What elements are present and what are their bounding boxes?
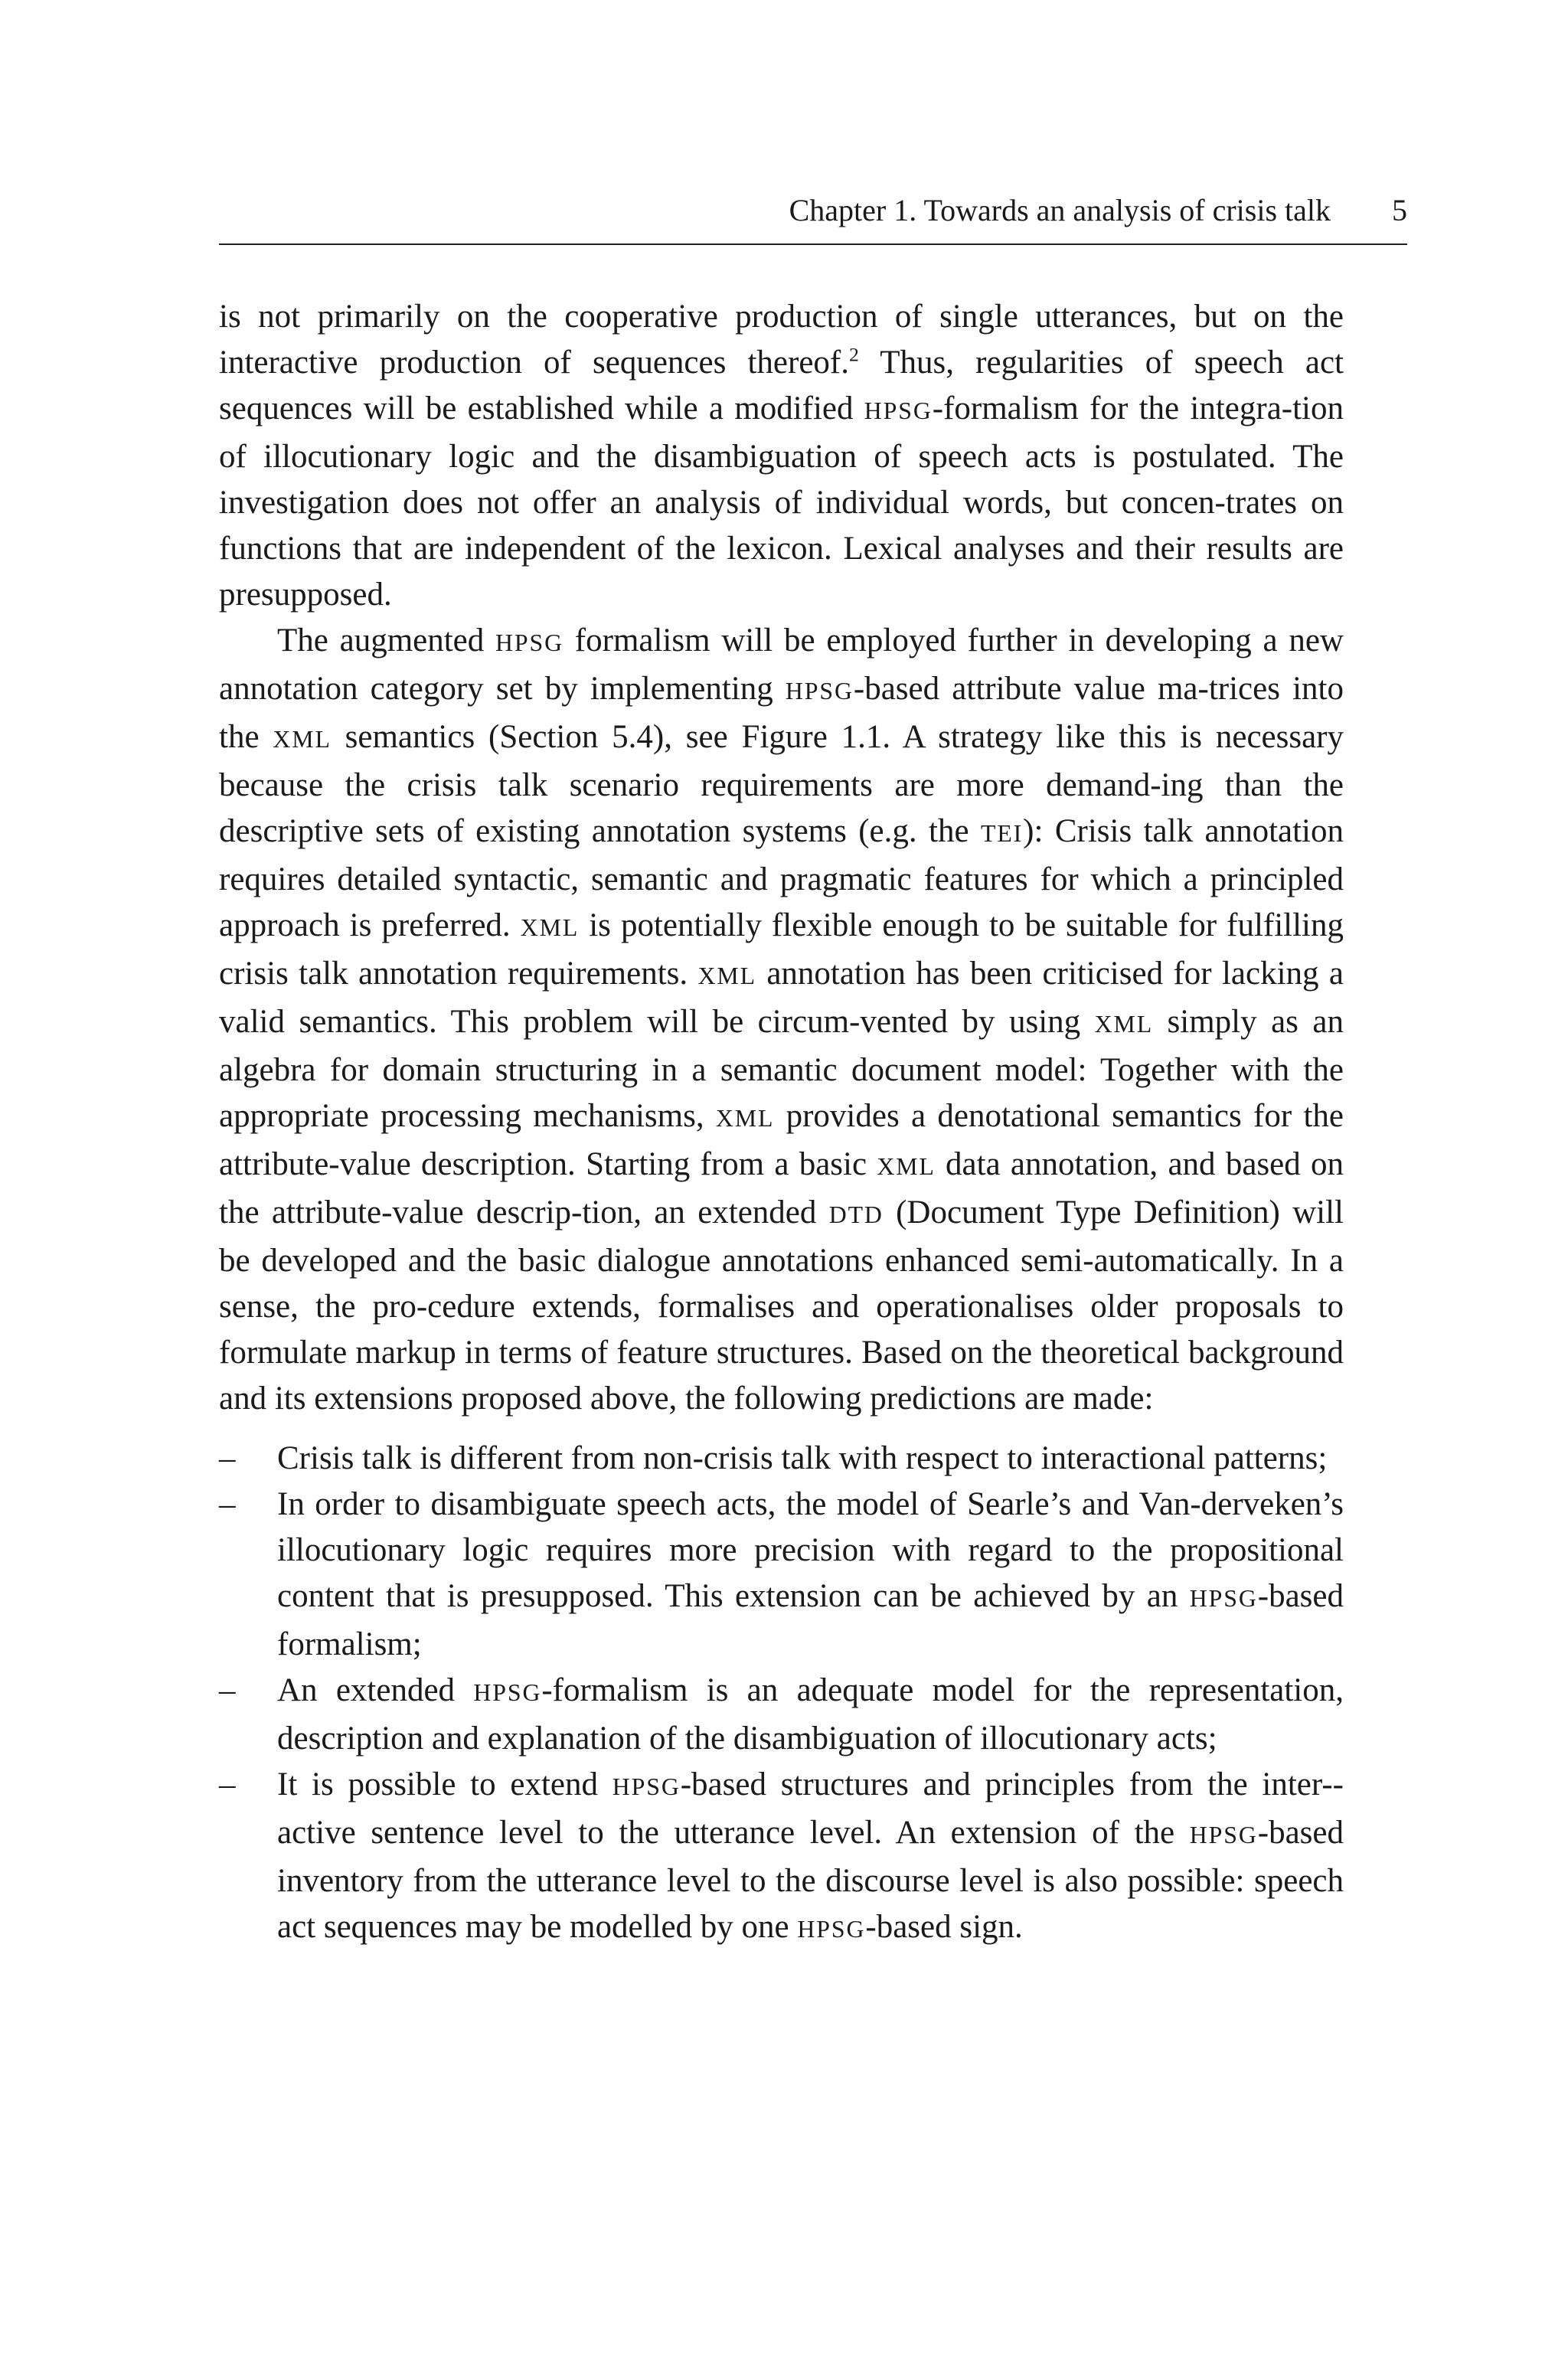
acronym-hpsg: HPSG xyxy=(495,629,564,656)
acronym-tei: TEI xyxy=(980,820,1024,847)
paragraph-1 xyxy=(219,294,1344,618)
list-dash: – xyxy=(219,1672,236,1708)
item-4-text-b: -based structures and principles from the inter-active sentence level to the utterance level. An extension of the xyxy=(277,1766,1344,1851)
body-text xyxy=(219,294,1344,1953)
p2-text-11: (Document Type Definition) will be developed and the basic dialogue annotations enhanced semi-automatically. In a sense, the pro-cedure extends, formalises and operationalises older proposals to formulate markup in terms of feature structures. Based on the theoretical background and its extensions proposed above, the following predictions are made: xyxy=(219,1194,1344,1417)
footnote-ref[interactable]: 2 xyxy=(849,343,859,366)
acronym-hpsg: HPSG xyxy=(797,1916,866,1943)
acronym-xml: XML xyxy=(697,962,756,989)
acronym-hpsg: HPSG xyxy=(864,397,933,424)
acronym-hpsg: HPSG xyxy=(473,1679,542,1706)
list-dash: – xyxy=(219,1766,236,1802)
p2-text-6: is potentially flexible enough to be suitable for fulfilling crisis talk annotation requirements. xyxy=(219,907,1344,992)
list-dash: – xyxy=(219,1486,236,1522)
p2-text-4: semantics (Section 5.4), see Figure 1.1. A strategy like this is necessary because the crisis talk scenario requirements are more demand-ing than the descriptive sets of existing annotation systems (e.g. the xyxy=(219,719,1344,849)
p2-text-7: annotation has been criticised for lacking a valid semantics. This problem will be circum-vented by using xyxy=(219,956,1344,1040)
item-1-text: Crisis talk is different from non-crisis talk with respect to interactional patterns; xyxy=(277,1440,1328,1476)
acronym-hpsg: HPSG xyxy=(612,1773,681,1800)
list-item xyxy=(219,1482,1344,1668)
acronym-dtd: DTD xyxy=(828,1201,884,1228)
item-4-text-d: -based sign. xyxy=(865,1909,1023,1945)
page-number: 5 xyxy=(1392,193,1407,227)
p2-text-3: -based attribute value ma-trices into the xyxy=(219,671,1344,755)
p1-text-3: -formalism for the integra-tion of illocutionary logic and the disambiguation of speech acts is postulated. The investigation does not offer an analysis of individual words, but concen-trates on functions that are independent of the lexicon. Lexical analyses and their results are presupposed. xyxy=(219,391,1344,613)
acronym-hpsg: HPSG xyxy=(1189,1822,1258,1848)
p2-text-9: provides a denotational semantics for the attribute-value description. Starting from a basic xyxy=(219,1098,1344,1182)
header-rule xyxy=(219,243,1407,245)
acronym-hpsg: HPSG xyxy=(785,678,854,704)
list-dash: – xyxy=(219,1440,236,1476)
acronym-xml: XML xyxy=(1094,1011,1154,1038)
item-4-text-a: It is possible to extend xyxy=(277,1766,612,1802)
p2-text-8: simply as an algebra for domain structuring in a semantic document model: Together with the appropriate processing mechanisms, xyxy=(219,1004,1344,1134)
item-2-text-a: In order to disambiguate speech acts, the model of Searle’s and Van-derveken’s illocutionary logic requires more precision with regard to the propositional content that is presupposed. This extension can be achieved by an xyxy=(277,1486,1344,1614)
p1-text-2: Thus, regularities of speech act sequences will be established while a modified xyxy=(219,345,1344,426)
item-4-text-c: -based inventory from the utterance level to the discourse level is also possible: speech act sequences may be modelled by one xyxy=(277,1815,1344,1945)
item-2-text-b: -based formalism; xyxy=(277,1578,1344,1662)
acronym-xml: XML xyxy=(520,914,580,941)
p2-text-2: formalism will be employed further in developing a new annotation category set by implementing xyxy=(219,623,1344,707)
chapter-title: Chapter 1. Towards an analysis of crisis talk xyxy=(789,193,1331,227)
item-3-text-a: An extended xyxy=(277,1672,474,1708)
item-3-text-b: -formalism is an adequate model for the representation, description and explanation of the disambiguation of illocutionary acts; xyxy=(277,1672,1344,1757)
acronym-xml: XML xyxy=(273,726,332,753)
p2-text-10: data annotation, and based on the attribute-value descrip-tion, an extended xyxy=(219,1146,1344,1230)
acronym-xml: XML xyxy=(715,1105,775,1132)
predictions-list xyxy=(219,1436,1344,1953)
list-item xyxy=(219,1762,1344,1953)
acronym-xml: XML xyxy=(877,1153,936,1180)
list-item xyxy=(219,1436,1344,1482)
list-item xyxy=(219,1668,1344,1762)
running-head xyxy=(219,191,1407,230)
p2-text-1: The augmented xyxy=(277,623,496,659)
paragraph-2 xyxy=(219,618,1344,1422)
acronym-hpsg: HPSG xyxy=(1189,1585,1258,1612)
p1-text-1: is not primarily on the cooperative production of single utterances, but on the interactive production of sequences thereof. xyxy=(219,299,1344,381)
p2-text-5: ): Crisis talk annotation requires detailed syntactic, semantic and pragmatic features for which a principled approach is preferred. xyxy=(219,813,1344,943)
